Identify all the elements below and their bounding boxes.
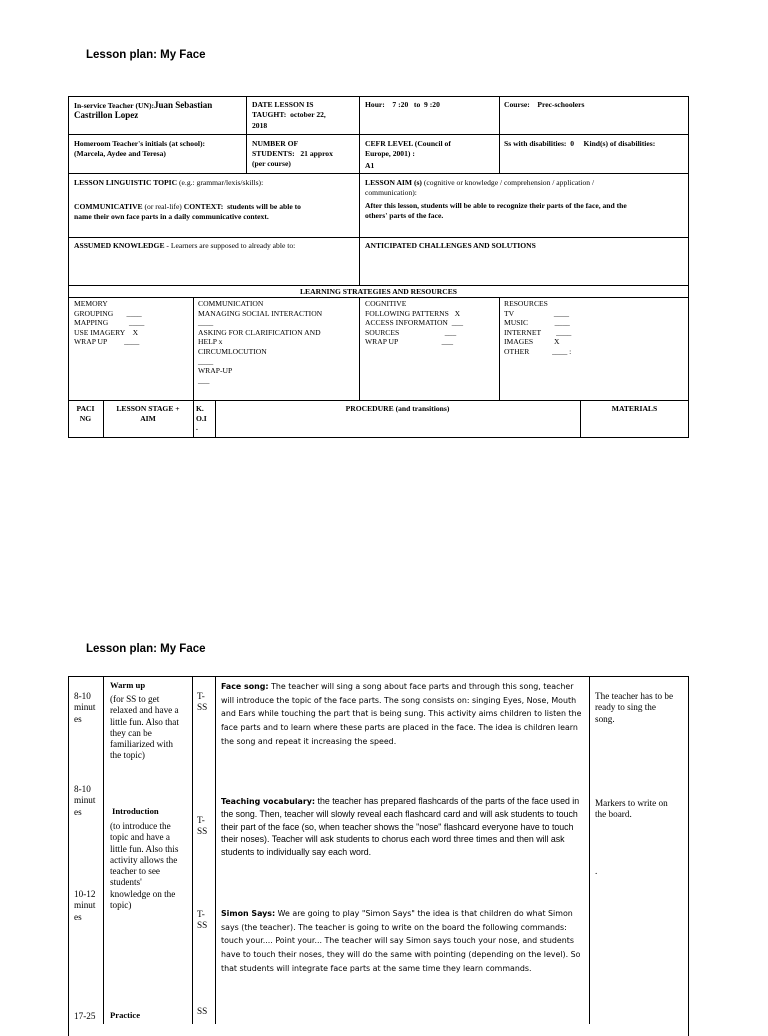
- procedure-teaching-vocabulary: Teaching vocabulary: the teacher has prepared flashcards of the parts of the face used in the song. Then, teacher will slowly reveal each flashcard card and will ask students to touch their part of the face (so, when teacher shows the "nose" flashcard everyone have to touch their noses). Teacher will ask students to chorus each word three times and then will ask students to individually say each word.: [221, 796, 580, 857]
- materials-introduction-b: .: [595, 866, 598, 876]
- students-note: (per course): [252, 159, 291, 168]
- procedure-simon-says: Simon Says: We are going to play "Simon Says" the idea is that children do what Simon says (the teacher). The teacher is going to write on the board the following commands: touch your.... Point your... The teacher will say Simon says touch your nose, and students have to touch their noses, they will do the same with pointing (depending on the level). So that students will integrate face parts at the same time they learn commands.: [221, 909, 581, 973]
- pacing-introduction: 8-10 minut es: [74, 784, 96, 817]
- ko-practice: SS: [197, 1006, 208, 1016]
- procedure-face-song: Face song: The teacher will sing a song about face parts and through this song, teacher will introduce the topic of the face parts. The song consists on: singing Eyes, Nose, Mouth and Ears while touching the part that is being sung. This activity aims children to listen the face parts and to learn where these parts are placed in the face. The idea is children learn the song and repeat it increasing the speed.: [221, 682, 582, 746]
- stage-introduction: Introduction: [112, 806, 159, 816]
- stage-header: LESSON STAGE + AIM: [116, 404, 180, 423]
- assumed-knowledge: ASSUMED KNOWLEDGE - Learners are supposed to already able to:: [74, 241, 296, 250]
- procedure-header: PROCEDURE (and transitions): [345, 404, 450, 413]
- memory-strategies: MEMORY GROUPING ____ MAPPING ____ USE IMAGERY X WRAP UP ____: [74, 299, 145, 347]
- course-cell: Course: Prec-schoolers: [504, 100, 585, 109]
- pacing-practice: 17-25: [74, 1011, 96, 1021]
- hour-cell: Hour: 7 :20 to 9 :20: [365, 100, 440, 109]
- communication-strategies: COMMUNICATION MANAGING SOCIAL INTERACTION ____ ASKING FOR CLARIFICATION AND HELP x CIRCUMLOCUTION ____ WRAP-UP ___: [198, 299, 323, 385]
- pacing-simon-says: 10-12 minut es: [74, 889, 96, 922]
- ko-simon-says: T- SS: [197, 909, 208, 931]
- aim-value-2: others' parts of the face.: [365, 211, 444, 220]
- teacher-cell: In-service Teacher (UN):Juan Sebastian: [74, 100, 213, 110]
- materials-warm-up: The teacher has to be ready to sing the song.: [595, 691, 674, 724]
- students-cell: STUDENTS: 21 approx: [252, 149, 333, 158]
- context-cell: COMMUNICATIVE (or real-life) CONTEXT: students will be able to: [74, 202, 301, 211]
- date-year: 2018: [252, 121, 268, 130]
- stage-warm-up-desc: (for SS to get relaxed and have a little fun. Also that they can be familiarized with the topic): [110, 694, 179, 761]
- cognitive-strategies: COGNITIVE FOLLOWING PATTERNS X ACCESS INFORMATION ___ SOURCES ___ WRAP UP ___: [365, 299, 464, 347]
- disabilities-cell: Ss with disabilities: 0 Kind(s) of disabilities:: [504, 139, 656, 148]
- aim-hint: communication):: [365, 188, 417, 197]
- aim-cell: LESSON AIM (s) (cognitive or knowledge / comprehension / application /: [365, 178, 595, 187]
- ko-header: K. O.I .: [196, 404, 207, 433]
- topic-cell: LESSON LINGUISTIC TOPIC (e.g.: grammar/lexis/skills):: [74, 178, 264, 187]
- cefr-label-2: Europe, 2001) :: [365, 149, 415, 158]
- date-cell: TAUGHT: october 22,: [252, 110, 326, 119]
- cefr-label: CEFR LEVEL (Council of: [365, 139, 451, 148]
- pacing-warm-up: 8-10 minut es: [74, 691, 96, 724]
- anticipated-challenges: ANTICIPATED CHALLENGES AND SOLUTIONS: [365, 241, 536, 250]
- homeroom-names: (Marcela, Aydee and Teresa): [74, 149, 166, 158]
- date-label: DATE LESSON IS: [252, 100, 314, 109]
- homeroom-cell: Homeroom Teacher's initials (at school):: [74, 139, 206, 148]
- materials-header: MATERIALS: [611, 404, 658, 413]
- students-label: NUMBER OF: [252, 139, 299, 148]
- aim-value: After this lesson, students will be able to recognize their parts of the face, and the: [365, 201, 627, 210]
- stage-warm-up: Warm up: [110, 680, 146, 690]
- materials-introduction: Markers to write on the board.: [595, 798, 668, 820]
- pacing-header: PACI NG: [76, 404, 95, 423]
- context-value: name their own face parts in a daily communicative context.: [74, 212, 269, 221]
- ko-warm-up: T- SS: [197, 691, 208, 713]
- resources-list: RESOURCES TV ____ MUSIC ____ INTERNET ____ IMAGES X OTHER ____ :: [504, 299, 572, 356]
- stage-practice: Practice: [110, 1010, 141, 1020]
- page-2-title: Lesson plan: My Face: [86, 643, 206, 655]
- stage-introduction-desc: (to introduce the topic and have a little fun. Also this activity allows the teacher to see students' knowledge on the topic): [110, 821, 179, 911]
- ko-introduction: T- SS: [197, 815, 208, 837]
- strategies-title: LEARNING STRATEGIES AND RESOURCES: [299, 287, 458, 296]
- page-title: Lesson plan: My Face: [86, 49, 206, 61]
- teacher-name: Castrillon Lopez: [74, 110, 139, 120]
- cefr-value: A1: [365, 161, 375, 170]
